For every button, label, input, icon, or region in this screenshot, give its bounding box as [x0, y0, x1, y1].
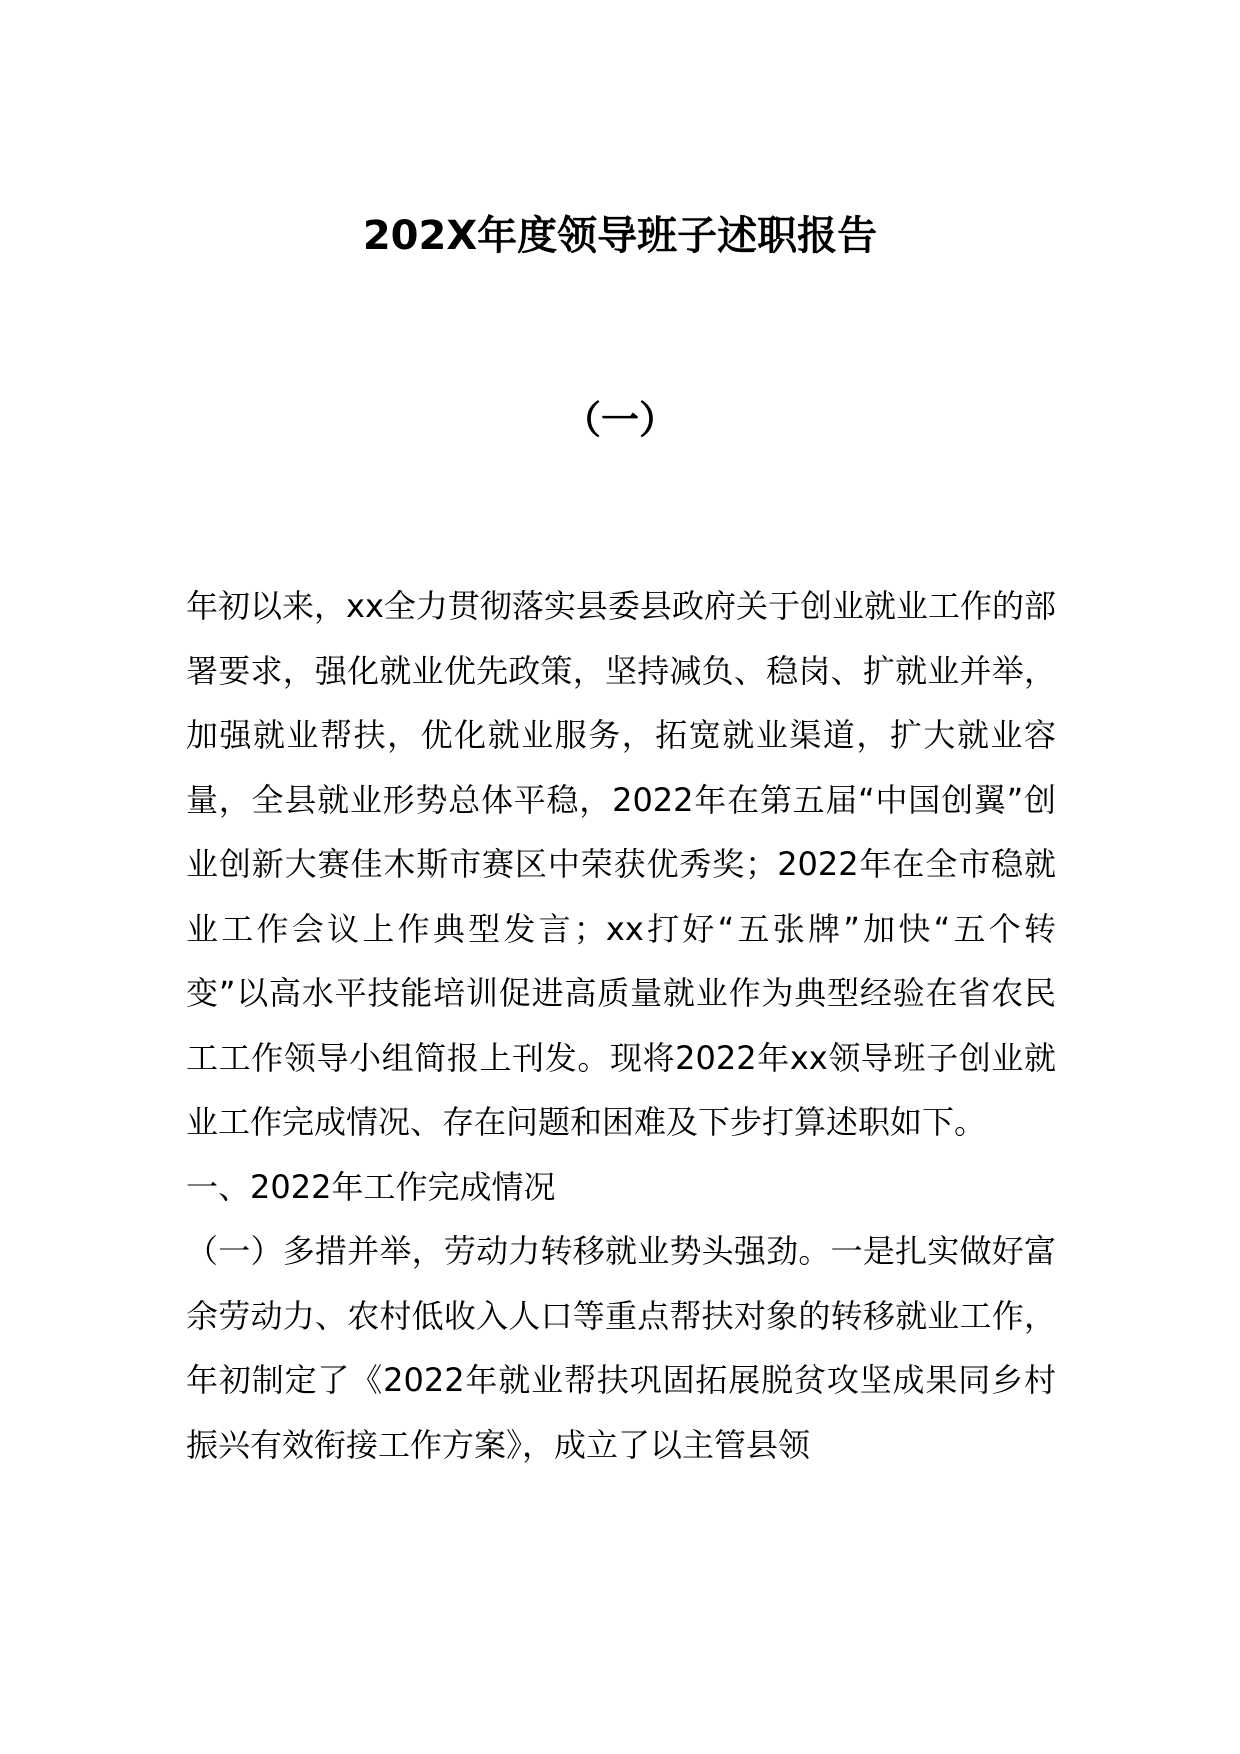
document-body	[186, 574, 1056, 1477]
paragraph-intro: 年初以来，xx全力贯彻落实县委县政府关于创业就业工作的部署要求，强化就业优先政策，坚持减负、稳岗、扩就业并举，加强就业帮扶，优化就业服务，拓宽就业渠道，扩大就业容量，全县就业形势总体平稳，2022年在第五届“中国创翼”创业创新大赛佳木斯市赛区中荣获优秀奖；2022年在全市稳就业工作会议上作典型发言；xx打好“五张牌”加快“五个转变”以高水平技能培训促进高质量就业作为典型经验在省农民工工作领导小组简报上刊发。现将2022年xx领导班子创业就业工作完成情况、存在问题和困难及下步打算述职如下。	[186, 587, 1056, 1141]
paragraph-subsection-one: （一）多措并举，劳动力转移就业势头强劲。一是扎实做好富余劳动力、农村低收入人口等重点帮扶对象的转移就业工作，年初制定了《2022年就业帮扶巩固拓展脱贫攻坚成果同乡村振兴有效衔接工作方案》，成立了以主管县领	[186, 1232, 1056, 1464]
heading-section-one: 一、2022年工作完成情况	[186, 1167, 556, 1206]
section-number: （一）	[562, 398, 677, 442]
document-title: 202X年度领导班子述职报告	[362, 213, 878, 259]
